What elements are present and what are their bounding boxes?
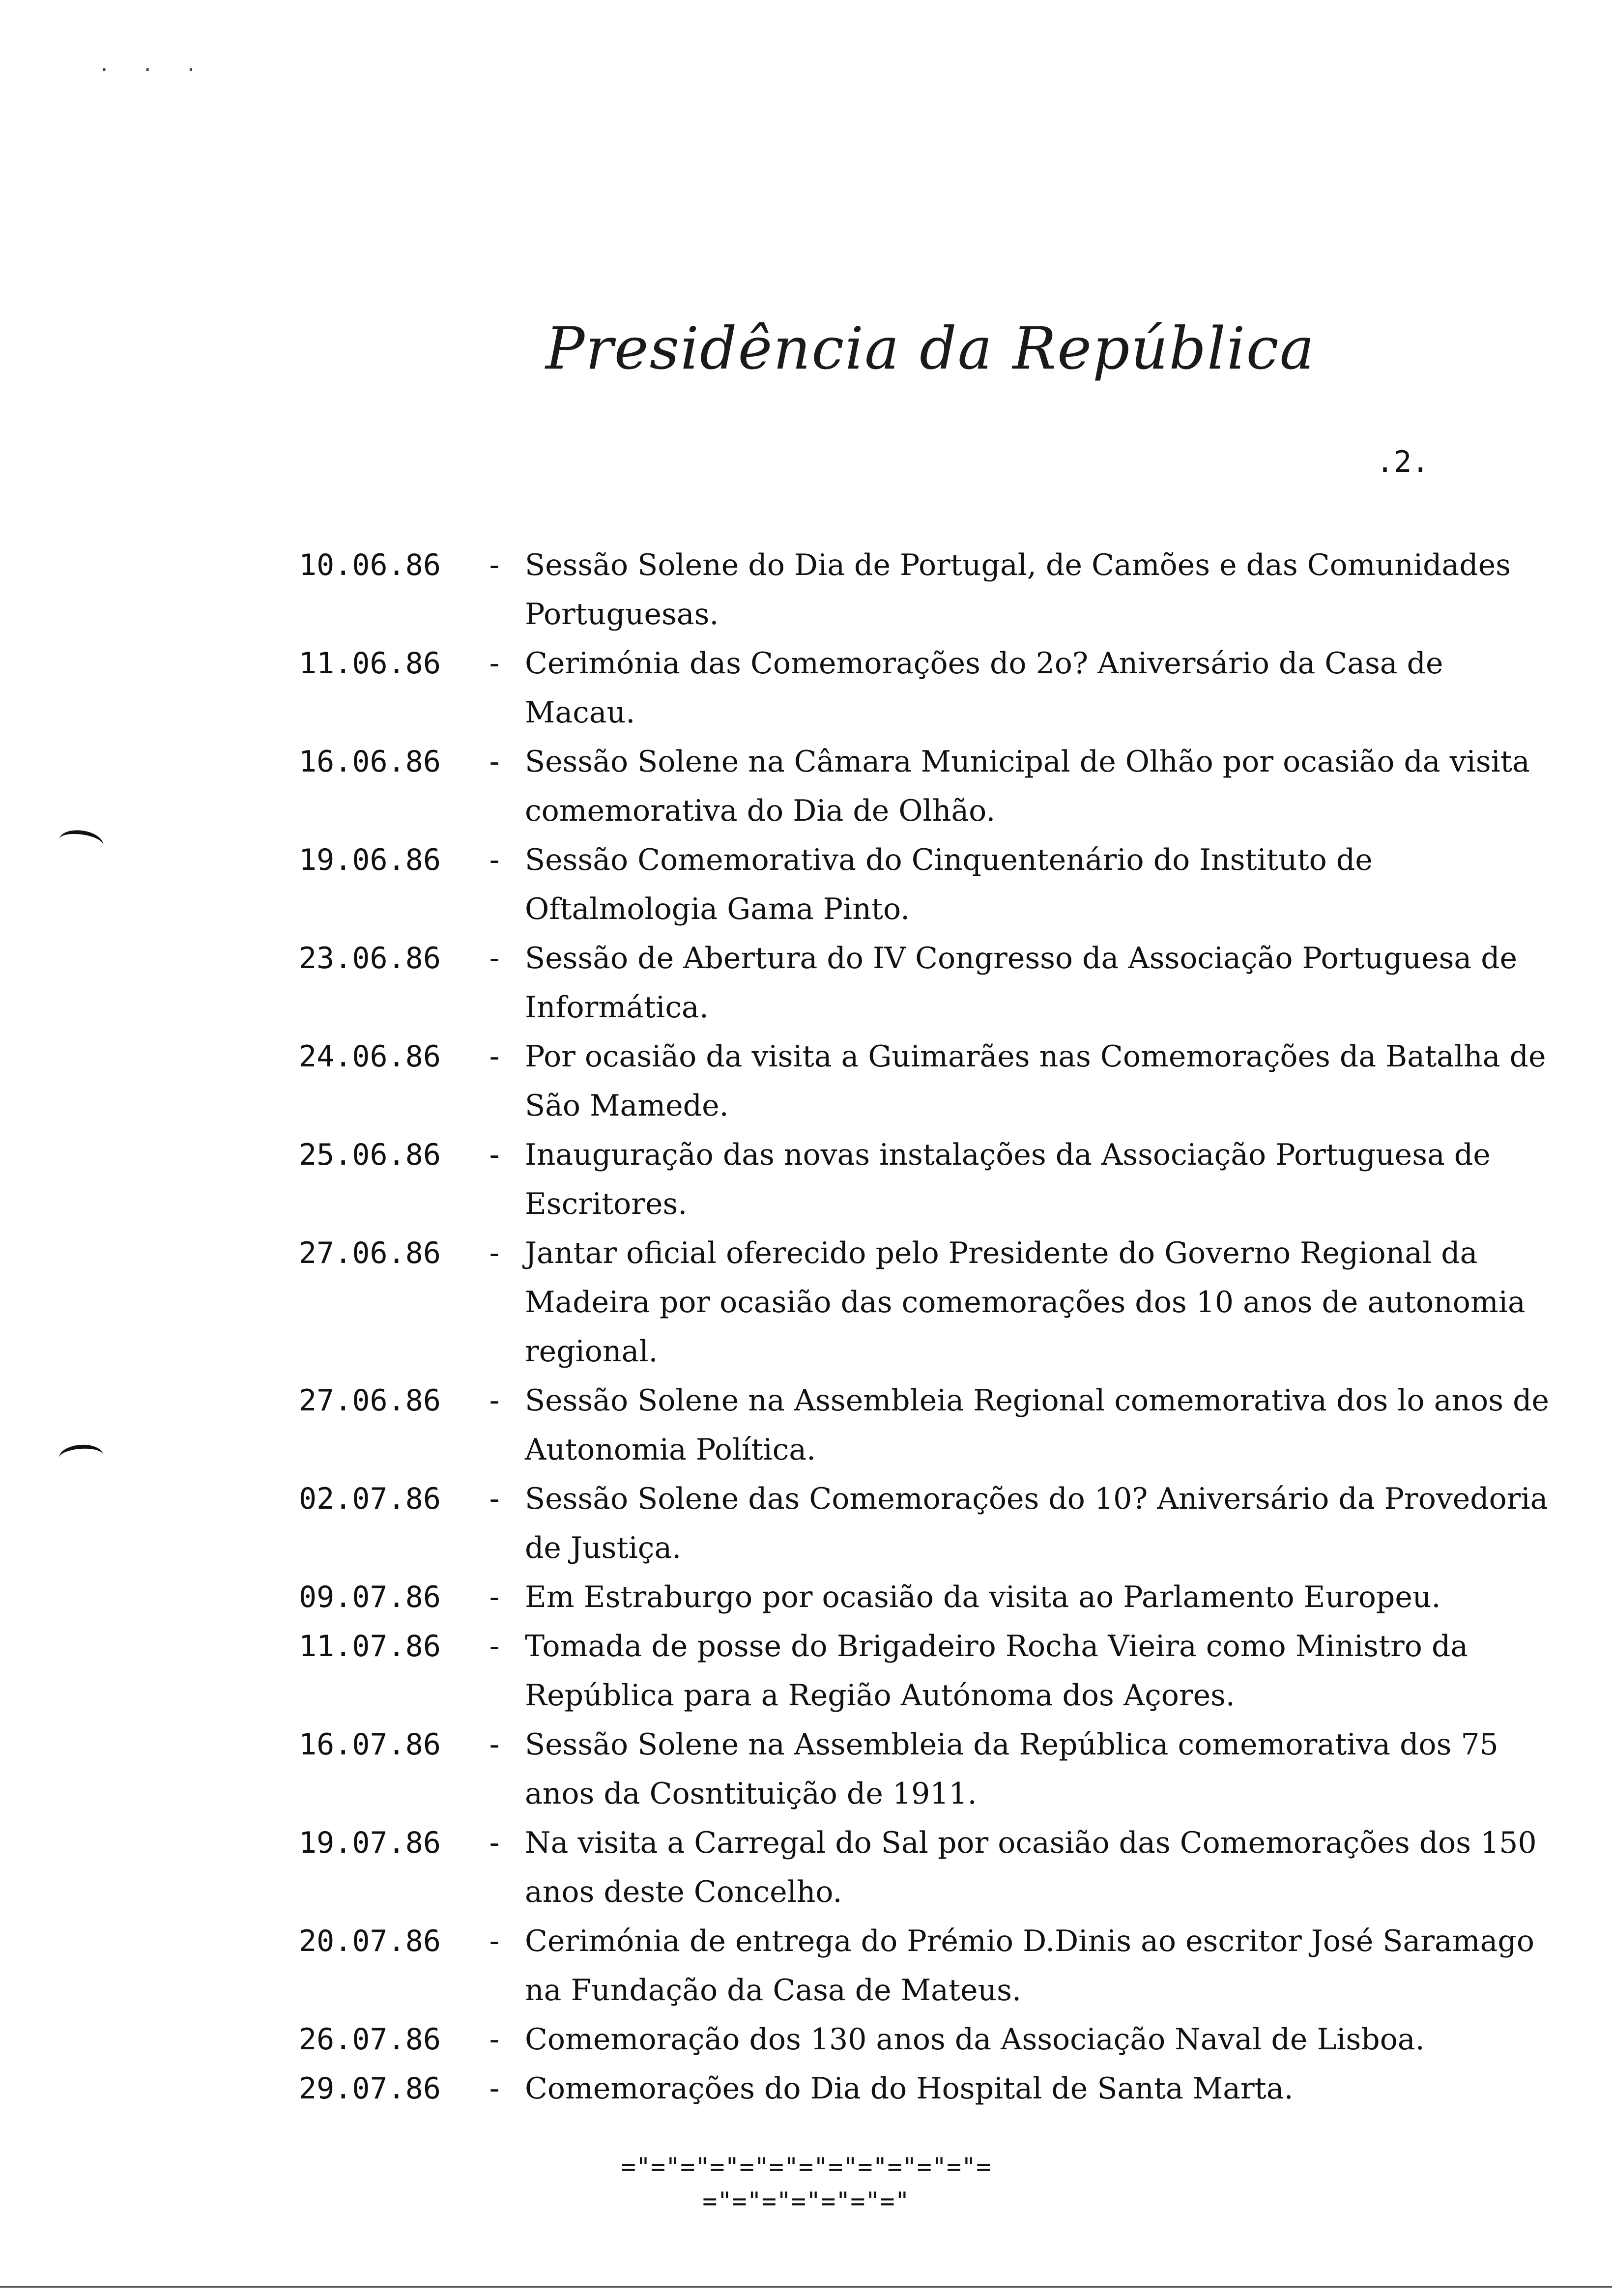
event-date: 19.07.86 — [299, 1826, 441, 1860]
event-entry — [299, 1032, 1557, 1130]
event-dash: - — [486, 1039, 504, 1074]
event-list — [299, 541, 1557, 2113]
event-entry — [299, 1818, 1557, 1917]
event-entry — [299, 1573, 1557, 1622]
event-entry — [299, 1130, 1557, 1229]
margin-mark — [58, 828, 105, 857]
event-dash: - — [486, 1629, 504, 1664]
event-dash: - — [486, 2071, 504, 2106]
event-date: 26.07.86 — [299, 2022, 441, 2057]
event-description: Inauguração das novas instalações da Associação Portuguesa de Escritores. — [525, 1138, 1491, 1221]
event-entry — [299, 835, 1557, 934]
event-entry — [299, 639, 1557, 737]
event-description: Sessão Solene das Comemorações do 10? Aniversário da Provedoria de Justiça. — [525, 1482, 1548, 1565]
event-description: Tomada de posse do Brigadeiro Rocha Vieira como Ministro da República para a Região Autónoma dos Açores. — [525, 1629, 1468, 1713]
event-description: Jantar oficial oferecido pelo Presidente do Governo Regional da Madeira por ocasião das comemorações dos 10 anos de autonomia regional. — [525, 1236, 1526, 1369]
event-date: 24.06.86 — [299, 1039, 441, 1074]
event-dash: - — [486, 646, 504, 681]
event-entry — [299, 1474, 1557, 1573]
scan-specks: · · · — [98, 59, 207, 82]
event-description: Sessão Solene na Assembleia da República comemorativa dos 75 anos da Cosntituição de 1911. — [525, 1727, 1498, 1811]
event-date: 10.06.86 — [299, 548, 441, 582]
event-description: Comemoração dos 130 anos da Associação Naval de Lisboa. — [525, 2022, 1425, 2057]
event-dash: - — [486, 1727, 504, 1762]
event-entry — [299, 1376, 1557, 1474]
event-date: 27.06.86 — [299, 1236, 441, 1270]
event-entry — [299, 1917, 1557, 2015]
event-description: Sessão de Abertura do IV Congresso da Associação Portuguesa de Informática. — [525, 941, 1518, 1025]
event-date: 29.07.86 — [299, 2071, 441, 2106]
letterhead: Presidência da República — [546, 315, 1316, 382]
event-dash: - — [486, 745, 504, 779]
event-description: Sessão Solene na Câmara Municipal de Olhão por ocasião da visita comemorativa do Dia de Olhão. — [525, 745, 1530, 828]
event-entry — [299, 1622, 1557, 1720]
event-dash: - — [486, 843, 504, 877]
event-description: Comemorações do Dia do Hospital de Santa Marta. — [525, 2071, 1294, 2106]
event-entry — [299, 1720, 1557, 1818]
event-dash: - — [486, 1924, 504, 1958]
event-description: Por ocasião da visita a Guimarães nas Comemorações da Batalha de São Mamede. — [525, 1039, 1546, 1123]
closing-ornament-line: ="="="="="="=" — [702, 2187, 910, 2215]
event-date: 27.06.86 — [299, 1383, 441, 1418]
event-dash: - — [486, 941, 504, 976]
event-dash: - — [486, 1138, 504, 1172]
event-date: 20.07.86 — [299, 1924, 441, 1958]
event-date: 09.07.86 — [299, 1580, 441, 1614]
event-dash: - — [486, 1482, 504, 1516]
event-dash: - — [486, 1826, 504, 1860]
event-dash: - — [486, 548, 504, 582]
event-entry — [299, 737, 1557, 835]
event-date: 02.07.86 — [299, 1482, 441, 1516]
event-description: Cerimónia das Comemorações do 2o? Aniversário da Casa de Macau. — [525, 646, 1443, 730]
event-description: Em Estraburgo por ocasião da visita ao Parlamento Europeu. — [525, 1580, 1441, 1614]
event-date: 19.06.86 — [299, 843, 441, 877]
event-description: Sessão Solene do Dia de Portugal, de Camões e das Comunidades Portuguesas. — [525, 548, 1511, 631]
event-date: 23.06.86 — [299, 941, 441, 976]
event-description: Na visita a Carregal do Sal por ocasião das Comemorações dos 150 anos deste Concelho. — [525, 1826, 1537, 1909]
event-entry — [299, 2064, 1557, 2113]
event-description: Sessão Comemorativa do Cinquentenário do Instituto de Oftalmologia Gama Pinto. — [525, 843, 1373, 926]
page-number: .2. — [1376, 445, 1430, 479]
page-bottom-rule — [0, 2286, 1612, 2288]
event-entry — [299, 934, 1557, 1032]
event-entry — [299, 541, 1557, 639]
event-description: Cerimónia de entrega do Prémio D.Dinis ao escritor José Saramago na Fundação da Casa de Mateus. — [525, 1924, 1534, 2008]
event-date: 16.07.86 — [299, 1727, 441, 1762]
event-dash: - — [486, 1236, 504, 1270]
event-dash: - — [486, 1580, 504, 1614]
margin-mark — [58, 1443, 104, 1470]
event-entry — [299, 1229, 1557, 1376]
event-dash: - — [486, 1383, 504, 1418]
event-entry — [299, 2015, 1557, 2064]
event-date: 11.06.86 — [299, 646, 441, 681]
event-dash: - — [486, 2022, 504, 2057]
event-date: 11.07.86 — [299, 1629, 441, 1664]
closing-ornament-line: ="="="="="="="="="="="="= — [621, 2152, 991, 2181]
event-description: Sessão Solene na Assembleia Regional comemorativa dos lo anos de Autonomia Política. — [525, 1383, 1550, 1467]
event-date: 16.06.86 — [299, 745, 441, 779]
event-date: 25.06.86 — [299, 1138, 441, 1172]
